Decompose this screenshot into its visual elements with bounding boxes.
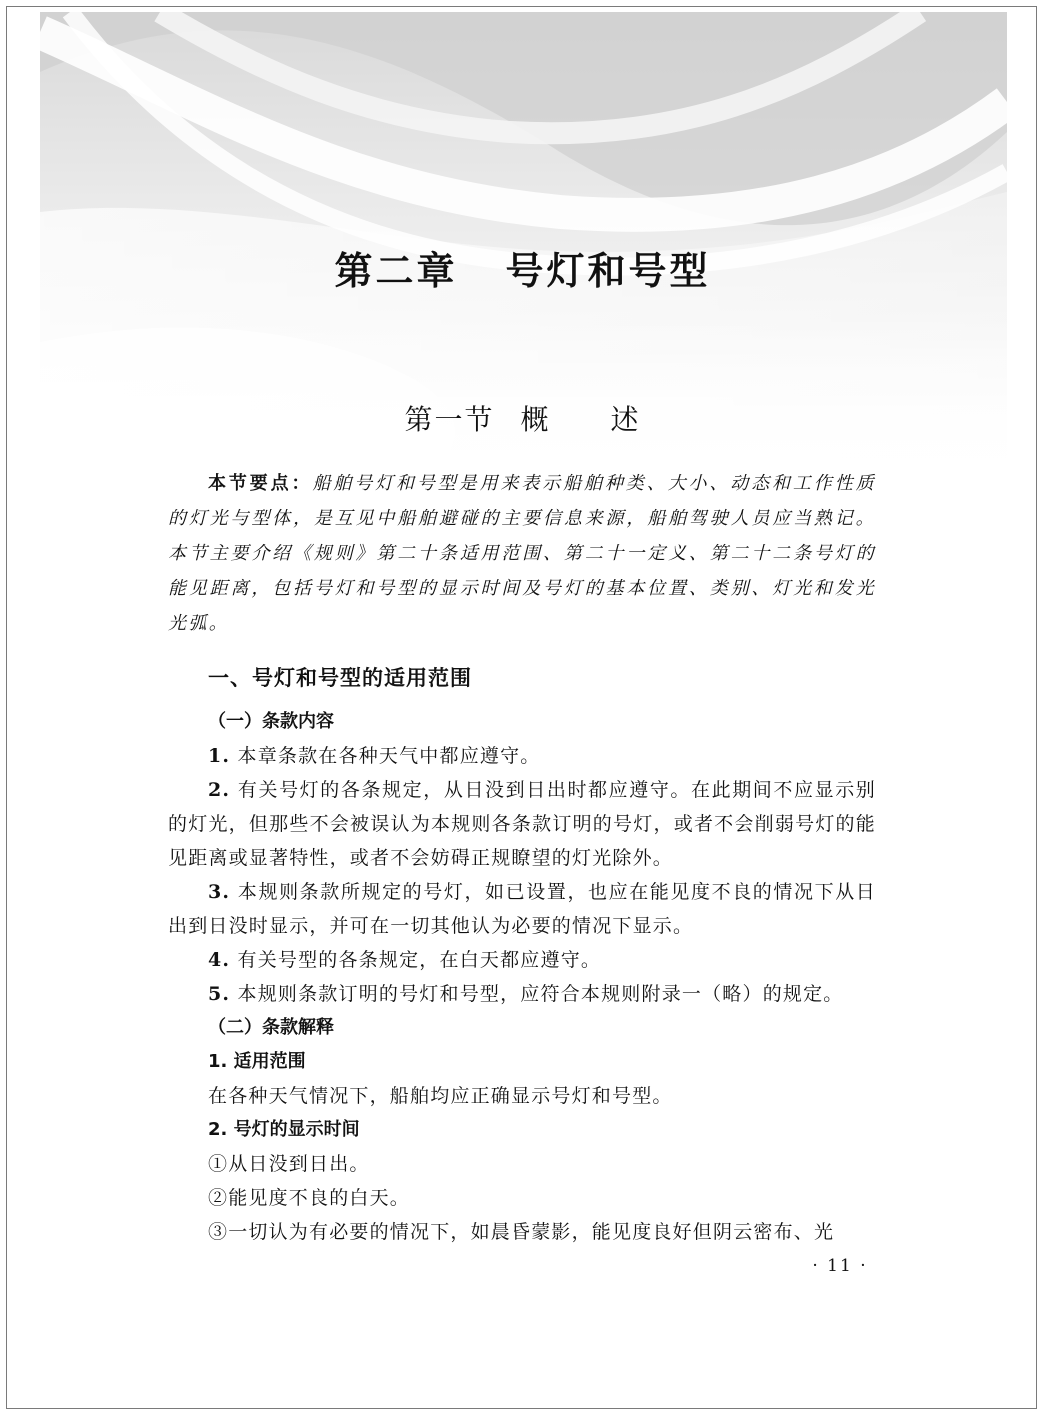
subheading-clause-content: （一）条款内容 bbox=[208, 711, 334, 732]
clause-text: 有关号灯的各条规定，从日没到日出时都应遵守。在此期间不应显示别的灯光，但那些不会被误认为本规则各条款订明的号灯，或者不会削弱号灯的能见距离或显著特性，或者不会妨碍正规瞭望的灯光除外。 bbox=[168, 779, 876, 869]
subheading-clause-explanation: （二）条款解释 bbox=[208, 1017, 334, 1038]
explanation-1-text: 在各种天气情况下，船舶均应正确显示号灯和号型。 bbox=[208, 1085, 673, 1107]
clause-number: 2. bbox=[208, 779, 231, 801]
heading-scope: 一、号灯和号型的适用范围 bbox=[208, 666, 472, 690]
explanation-2-item-3: ③一切认为有必要的情况下，如晨昏蒙影，能见度良好但阴云密布、光 bbox=[208, 1221, 835, 1243]
clause-text: 本规则条款订明的号灯和号型，应符合本规则附录一（略）的规定。 bbox=[237, 983, 844, 1005]
clause-2 bbox=[168, 773, 876, 875]
clause-number: 4. bbox=[208, 949, 231, 971]
section-name-char1: 概 bbox=[520, 403, 551, 436]
clause-text: 有关号型的各条规定，在白天都应遵守。 bbox=[237, 949, 602, 971]
keypoints-text: 船舶号灯和号型是用来表示船舶种类、大小、动态和工作性质的灯光与型体，是互见中船舶避碰的主要信息来源，船舶驾驶人员应当熟记。本节主要介绍《规则》第二十条适用范围、第二十一定义、第二十二条号灯的能见距离，包括号灯和号型的显示时间及号灯的基本位置、类别、灯光和发光光弧。 bbox=[168, 473, 876, 634]
explanation-2-title: 2. 号灯的显示时间 bbox=[208, 1119, 360, 1140]
explanation-2-item-1: ①从日没到日出。 bbox=[208, 1153, 370, 1175]
clause-number: 5. bbox=[208, 983, 231, 1005]
section-title bbox=[0, 398, 1045, 438]
chapter-number: 第二章 bbox=[334, 249, 458, 293]
clause-text: 本规则条款所规定的号灯，如已设置，也应在能见度不良的情况下从日出到日没时显示，并可在一切其他认为必要的情况下显示。 bbox=[168, 881, 876, 937]
clause-text: 本章条款在各种天气中都应遵守。 bbox=[237, 745, 541, 767]
body-content bbox=[168, 466, 876, 1249]
clause-number: 3. bbox=[208, 881, 231, 903]
explanation-1-title: 1. 适用范围 bbox=[208, 1051, 306, 1072]
chapter-name: 号灯和号型 bbox=[505, 249, 711, 293]
section-keypoints bbox=[168, 466, 876, 641]
explanation-2-item-2: ②能见度不良的白天。 bbox=[208, 1187, 411, 1209]
page-number: · 11 · bbox=[812, 1256, 868, 1276]
clause-4 bbox=[168, 943, 876, 977]
clause-1 bbox=[168, 739, 876, 773]
clause-3 bbox=[168, 875, 876, 943]
keypoints-label: 本节要点： bbox=[208, 473, 313, 494]
section-number: 第一节 bbox=[404, 403, 495, 436]
chapter-title bbox=[0, 240, 1045, 295]
clause-5 bbox=[168, 977, 876, 1011]
section-name-char2: 述 bbox=[610, 403, 641, 436]
clause-number: 1. bbox=[208, 745, 231, 767]
